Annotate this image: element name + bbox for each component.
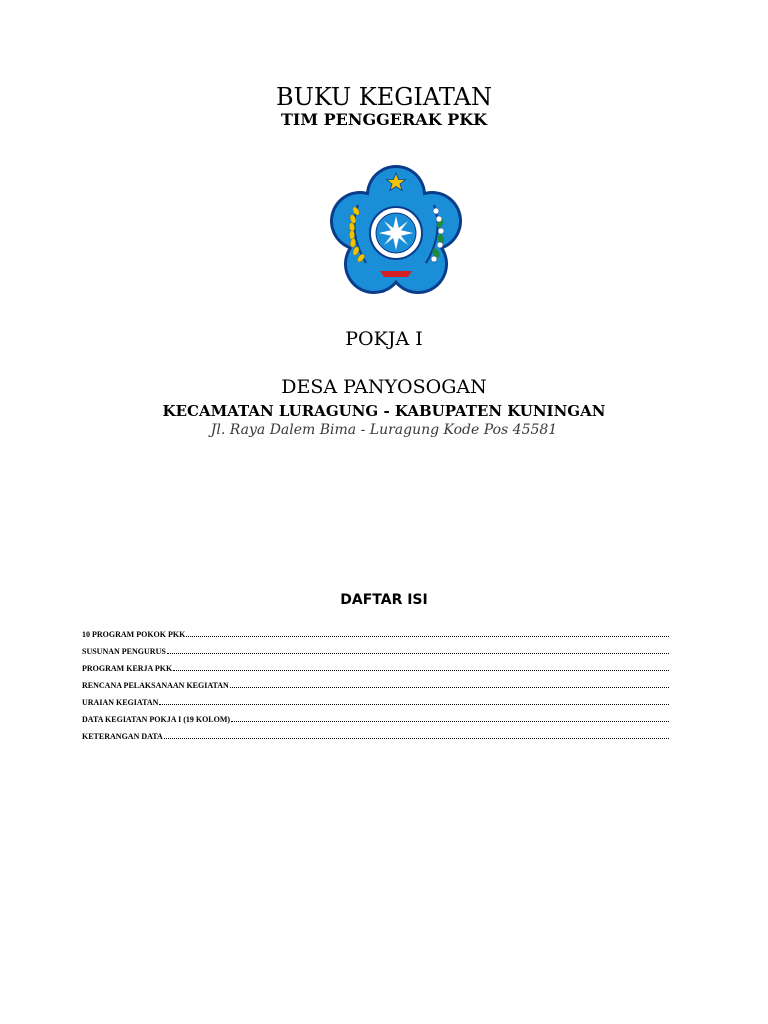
pokja-heading: POKJA I [345,328,423,350]
toc-leader [159,696,669,705]
toc-item-label: URAIAN KEGIATAN [82,698,159,707]
toc-item[interactable] [82,645,669,662]
toc-item[interactable] [82,730,669,747]
toc-item[interactable] [82,679,669,696]
toc-leader [230,679,669,688]
desa-heading: DESA PANYOSOGAN [281,376,487,398]
toc-leader [167,645,669,654]
document-subtitle: TIM PENGGERAK PKK [280,110,488,129]
toc-item-label: RENCANA PELAKSANAAN KEGIATAN [82,681,229,690]
toc-item-label: DATA KEGIATAN POKJA I (19 KOLOM) [82,715,231,724]
toc-item-label: 10 PROGRAM POKOK PKK [82,630,186,639]
toc-leader [231,713,669,722]
toc-leader [173,662,669,671]
toc-item[interactable] [82,628,669,645]
document-title: BUKU KEGIATAN [276,83,492,111]
toc-item[interactable] [82,713,669,730]
toc-leader [186,628,669,637]
toc-item-label: PROGRAM KERJA PKK [82,664,173,673]
toc-item[interactable] [82,662,669,679]
address-line: Jl. Raya Dalem Bima - Luragung Kode Pos 45581 [210,422,558,438]
toc-item-label: KETERANGAN DATA [82,732,163,741]
pkk-emblem-icon [328,163,464,299]
toc-item[interactable] [82,696,669,713]
table-of-contents [82,628,669,747]
toc-item-label: SUSUNAN PENGURUS [82,647,166,656]
toc-title: DAFTAR ISI [340,592,428,608]
toc-leader [164,730,669,739]
kecamatan-heading: KECAMATAN LURAGUNG - KABUPATEN KUNINGAN [162,402,606,420]
